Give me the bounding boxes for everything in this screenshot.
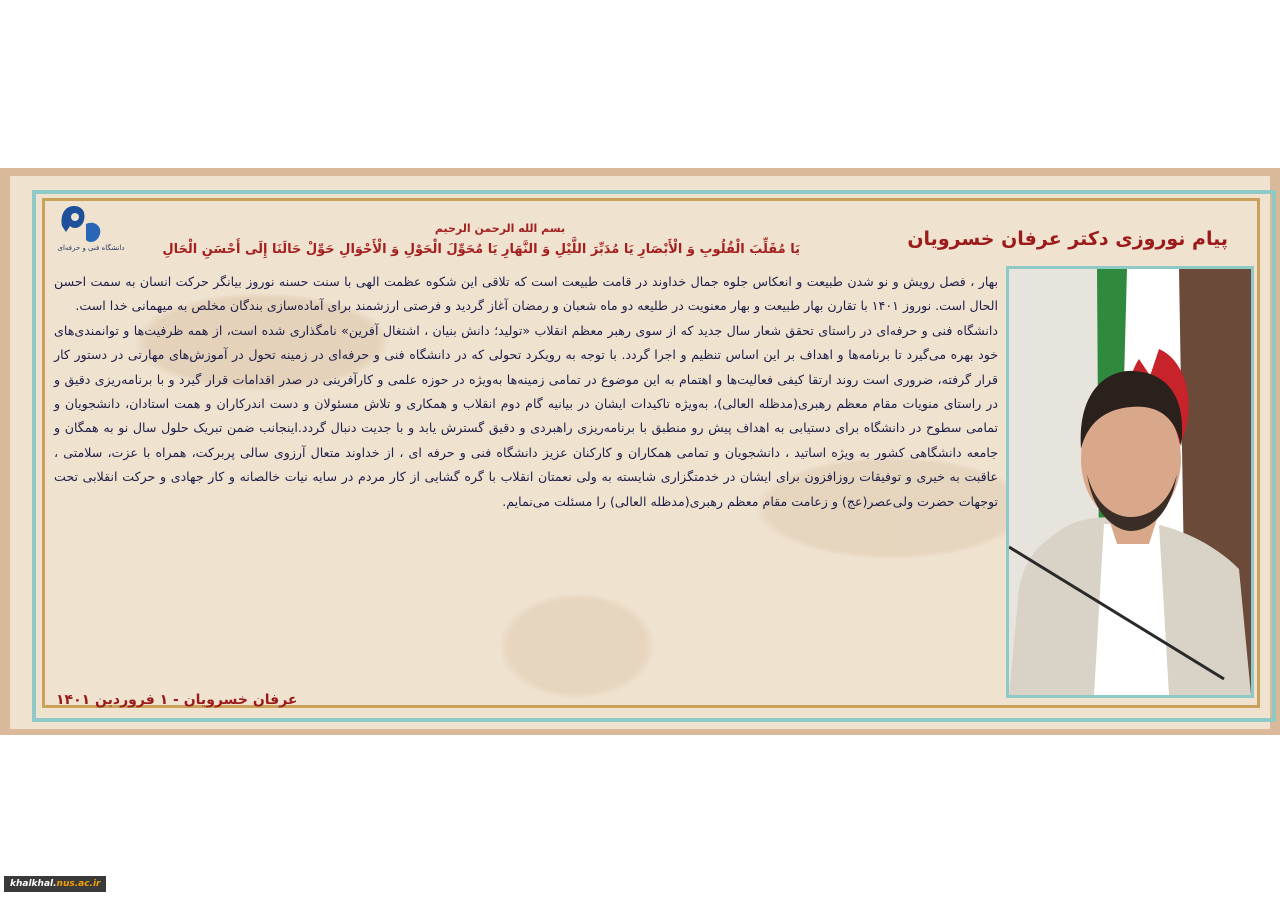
watermark-domain: khalkhal. (10, 879, 57, 889)
page-title: پیام نوروزی دکتر عرفان خسرویان (907, 228, 1228, 250)
message-paragraph: دانشگاه فنی و حرفه‌ای در راستای تحقق شعار سال جدید که از سوی رهبر معظم انقلاب «تولید؛ دانش بنیان ، اشتغال آفرین» نامگذاری شده است، از همه ظرفیت‌ها و توانمندی‌های خود بهره می‌گیرد تا برنامه‌ها و اهداف بر این اساس تنظیم و اجرا گردد. با توجه به رویکرد تحولی که در دانشگاه فنی و حرفه‌ای در زمینه تحول در آموزش‌های مهارتی در دستور کار قرار گرفته، ضروری است روند ارتقا کیفی فعالیت‌ها و اهتمام به این موضوع در تمامی زمینه‌ها به‌ویژه در حوزه علمی و کارآفرینی در صدر اقدامات قرار گیرد و با برنامه‌ریزی دقیق و در راستای منویات مقام معظم رهبری(مدظله العالی)، به‌ویژه تاکیدات ایشان در بیانیه گام دوم انقلاب و همکاری و تلاش مسئولان و دست اندرکاران و همت استادان، دانشجویان و تمامی سطوح در دانشگاه برای دستیابی به اهداف پیش رو منطبق با برنامه‌ریزی راهبردی و دقیق گسترش یابد و با جدیت دنبال گردد.اینجانب ضمن تبریک حلول سال نو به همگان و جامعه دانشگاهی کشور به ویژه اساتید ، دانشجویان و تمامی همکاران و کارکنان عزیز دانشگاه فنی و حرفه ای ، از خداوند متعال آرزوی سالی پربرکت، همراه با عزت، سلامتی ، عاقبت به خیری و توفیقات روزافزون برای ایشان در خدمتگزاری شایسته به ولی نعمتان انقلاب با گره گشایی از کار مردم در سایه نیات خالصانه و کار جهادی و حرکت انقلابی تحت توجهات حضرت ولی‌عصر(عج) و زعامت مقام معظم رهبری(مدظله العالی) را مسئلت می‌نمایم. (54, 322, 998, 509)
prayer-verse: یَا مُقَلِّبَ الْقُلُوبِ وَ الْأَبْصَارِ یَا مُدَبِّرَ اللَّیْلِ وَ النَّهَارِ یَا مُحَوِّلَ الْحَوْلِ وَ الْأَحْوَالِ حَوِّلْ حَالَنَا إِلَى أَحْسَنِ الْحَالِ (162, 242, 800, 257)
portrait-illustration (1009, 269, 1251, 695)
logo-caption: دانشگاه فنی و حرفه‌ای (57, 244, 125, 252)
message-body (54, 270, 998, 514)
banner-background (10, 176, 1270, 729)
site-watermark (4, 876, 106, 892)
watermark-accent: nus.ac.ir (56, 879, 101, 889)
basmala: بسم الله الرحمن الرحیم (434, 222, 566, 235)
signature: عرفان خسرویان - ۱ فروردین ۱۴۰۱ (56, 692, 298, 708)
message-paragraph: بهار ، فصل رویش و نو شدن طبیعت و انعکاس جلوه جمال خداوند در قامت طبیعت است که تلاقی این شکوه عظمت الهی با سنت حسنه نوروز بیانگر حرکت انسان به سمت احسن الحال است. نوروز ۱۴۰۱ با تقارن بهار طبیعت و بهار معنویت در طلیعه دو ماه شعبان و رمضان آغاز گردید و فرصتی ارزشمند برای آماده‌سازی بندگان مخلص به میهمانی خدا است. (54, 274, 998, 314)
announcement-banner (0, 168, 1280, 735)
portrait-photo (1006, 266, 1254, 698)
